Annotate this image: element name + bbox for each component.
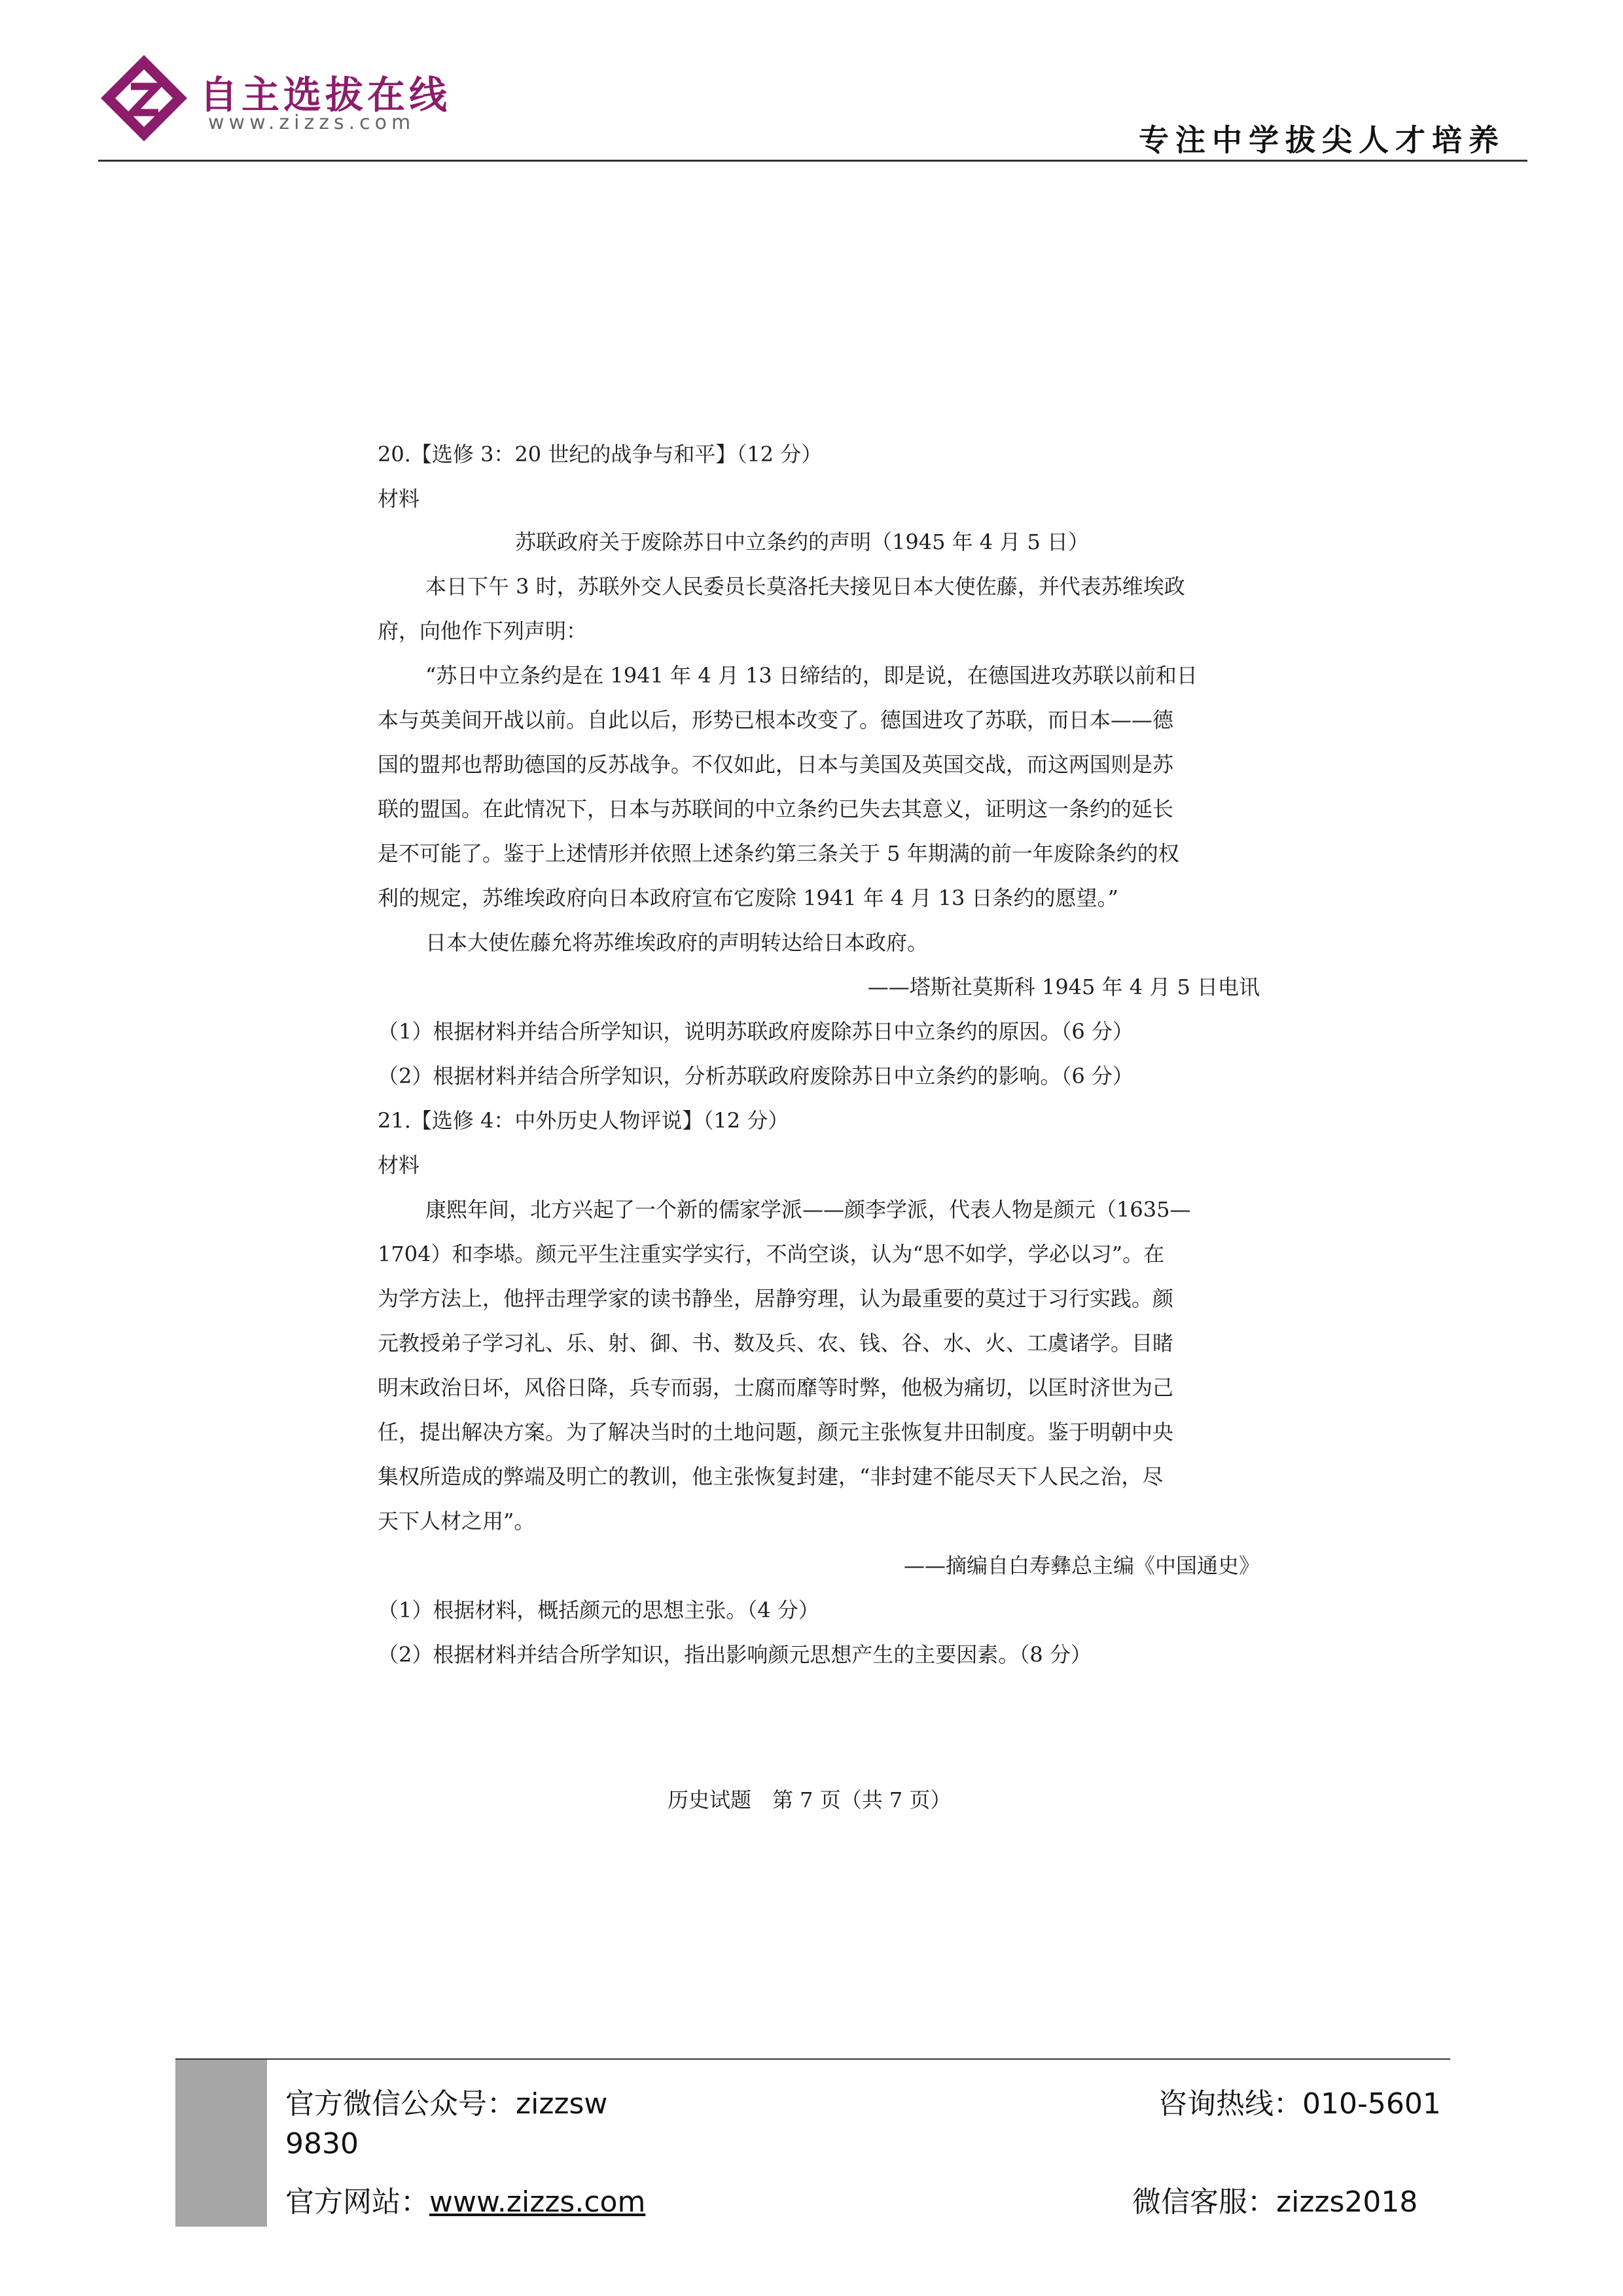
logo-url: www.zizzs.com <box>208 111 416 134</box>
q20-text-line: 联的盟国。在此情况下，日本与苏联间的中立条约已失去其意义，证明这一条约的延长 <box>378 797 1174 821</box>
q20-text-line: “苏日中立条约是在 1941 年 4 月 13 日缔结的，即是说，在德国进攻苏联以前和日 <box>425 663 1198 688</box>
q21-material-label: 材料 <box>378 1153 420 1177</box>
q20-source: ——塔斯社莫斯科 1945 年 4 月 5 日电讯 <box>867 975 1260 999</box>
q20-text-line: 本与英美间开战以前。自此以后，形势已根本改变了。德国进攻了苏联，而日本——德 <box>378 708 1174 732</box>
q21-text-line: 明末政治日坏，风俗日降，兵专而弱，士腐而靡等时弊，他极为痛切，以匡时济世为己 <box>378 1375 1174 1400</box>
q21-text-line: 元教授弟子学习礼、乐、射、御、书、数及兵、农、钱、谷、水、火、工虞诸学。目睹 <box>378 1331 1174 1355</box>
footer-wechat-cont: 9830 <box>285 2127 359 2161</box>
q20-subquestion-1: （1）根据材料并结合所学知识，说明苏联政府废除苏日中立条约的原因。（6 分） <box>378 1019 1133 1044</box>
q21-text-line: 为学方法上，他抨击理学家的读书静坐，居静穷理，认为最重要的莫过于习行实践。颜 <box>378 1286 1174 1311</box>
footer-gray-block <box>175 2060 267 2227</box>
page-number: 历史试题 第 7 页（共 7 页） <box>668 1787 952 1812</box>
footer-hotline: 咨询热线：010-5601 <box>1158 2087 1441 2121</box>
q21-subquestion-1: （1）根据材料，概括颜元的思想主张。（4 分） <box>378 1598 819 1623</box>
q20-document-title: 苏联政府关于废除苏日中立条约的声明（1945 年 4 月 5 日） <box>515 529 1090 554</box>
q21-text-line: 天下人材之用”。 <box>378 1509 535 1534</box>
logo-icon <box>98 52 190 144</box>
q20-title: 20.【选修 3：20 世纪的战争与和平】（12 分） <box>378 442 823 467</box>
q20-text-line: 利的规定，苏维埃政府向日本政府宣布它废除 1941 年 4 月 13 日条约的愿望。” <box>378 886 1118 910</box>
footer-site-label: 官方网站： <box>285 2185 429 2219</box>
q21-subquestion-2: （2）根据材料并结合所学知识，指出影响颜元思想产生的主要因素。（8 分） <box>378 1642 1092 1667</box>
q21-text-line: 1704）和李塨。颜元平生注重实学实行，不尚空谈，认为“思不如学，学必以习”。在 <box>378 1242 1165 1266</box>
footer-service: 微信客服：zizzs2018 <box>1132 2185 1418 2219</box>
q20-text-line: 日本大使佐藤允将苏维埃政府的声明转达给日本政府。 <box>425 930 929 955</box>
header-divider <box>98 160 1527 162</box>
q21-text-line: 任，提出解决方案。为了解决当时的土地问题，颜元主张恢复井田制度。鉴于明朝中央 <box>378 1420 1174 1444</box>
q20-text-line: 府，向他作下列声明： <box>378 619 588 643</box>
q20-text-line: 国的盟邦也帮助德国的反苏战争。不仅如此，日本与美国及英国交战，而这两国则是苏 <box>378 752 1174 777</box>
q20-text-line: 本日下午 3 时，苏联外交人民委员长莫洛托夫接见日本大使佐藤，并代表苏维埃政 <box>425 574 1185 599</box>
logo-title: 自主选拔在线 <box>200 73 452 117</box>
footer-site <box>285 2178 645 2220</box>
q20-subquestion-2: （2）根据材料并结合所学知识，分析苏联政府废除苏日中立条约的影响。（6 分） <box>378 1064 1133 1088</box>
q21-source: ——摘编自白寿彝总主编《中国通史》 <box>903 1553 1260 1578</box>
q21-text-line: 康熙年间，北方兴起了一个新的儒家学派——颜李学派，代表人物是颜元（1635— <box>425 1197 1191 1222</box>
footer-site-link[interactable]: www.zizzs.com <box>429 2185 646 2219</box>
q21-text-line: 集权所造成的弊端及明亡的教训，他主张恢复封建，“非封建不能尽天下人民之治，尽 <box>378 1464 1164 1489</box>
footer-divider <box>175 2058 1450 2060</box>
header-slogan: 专注中学拔尖人才培养 <box>1139 122 1505 158</box>
q20-text-line: 是不可能了。鉴于上述情形并依照上述条约第三条关于 5 年期满的前一年废除条约的权 <box>378 841 1179 866</box>
q21-title: 21.【选修 4：中外历史人物评说】（12 分） <box>378 1108 789 1133</box>
footer-wechat: 官方微信公众号：zizzsw <box>285 2087 608 2121</box>
q20-material-label: 材料 <box>378 486 420 511</box>
